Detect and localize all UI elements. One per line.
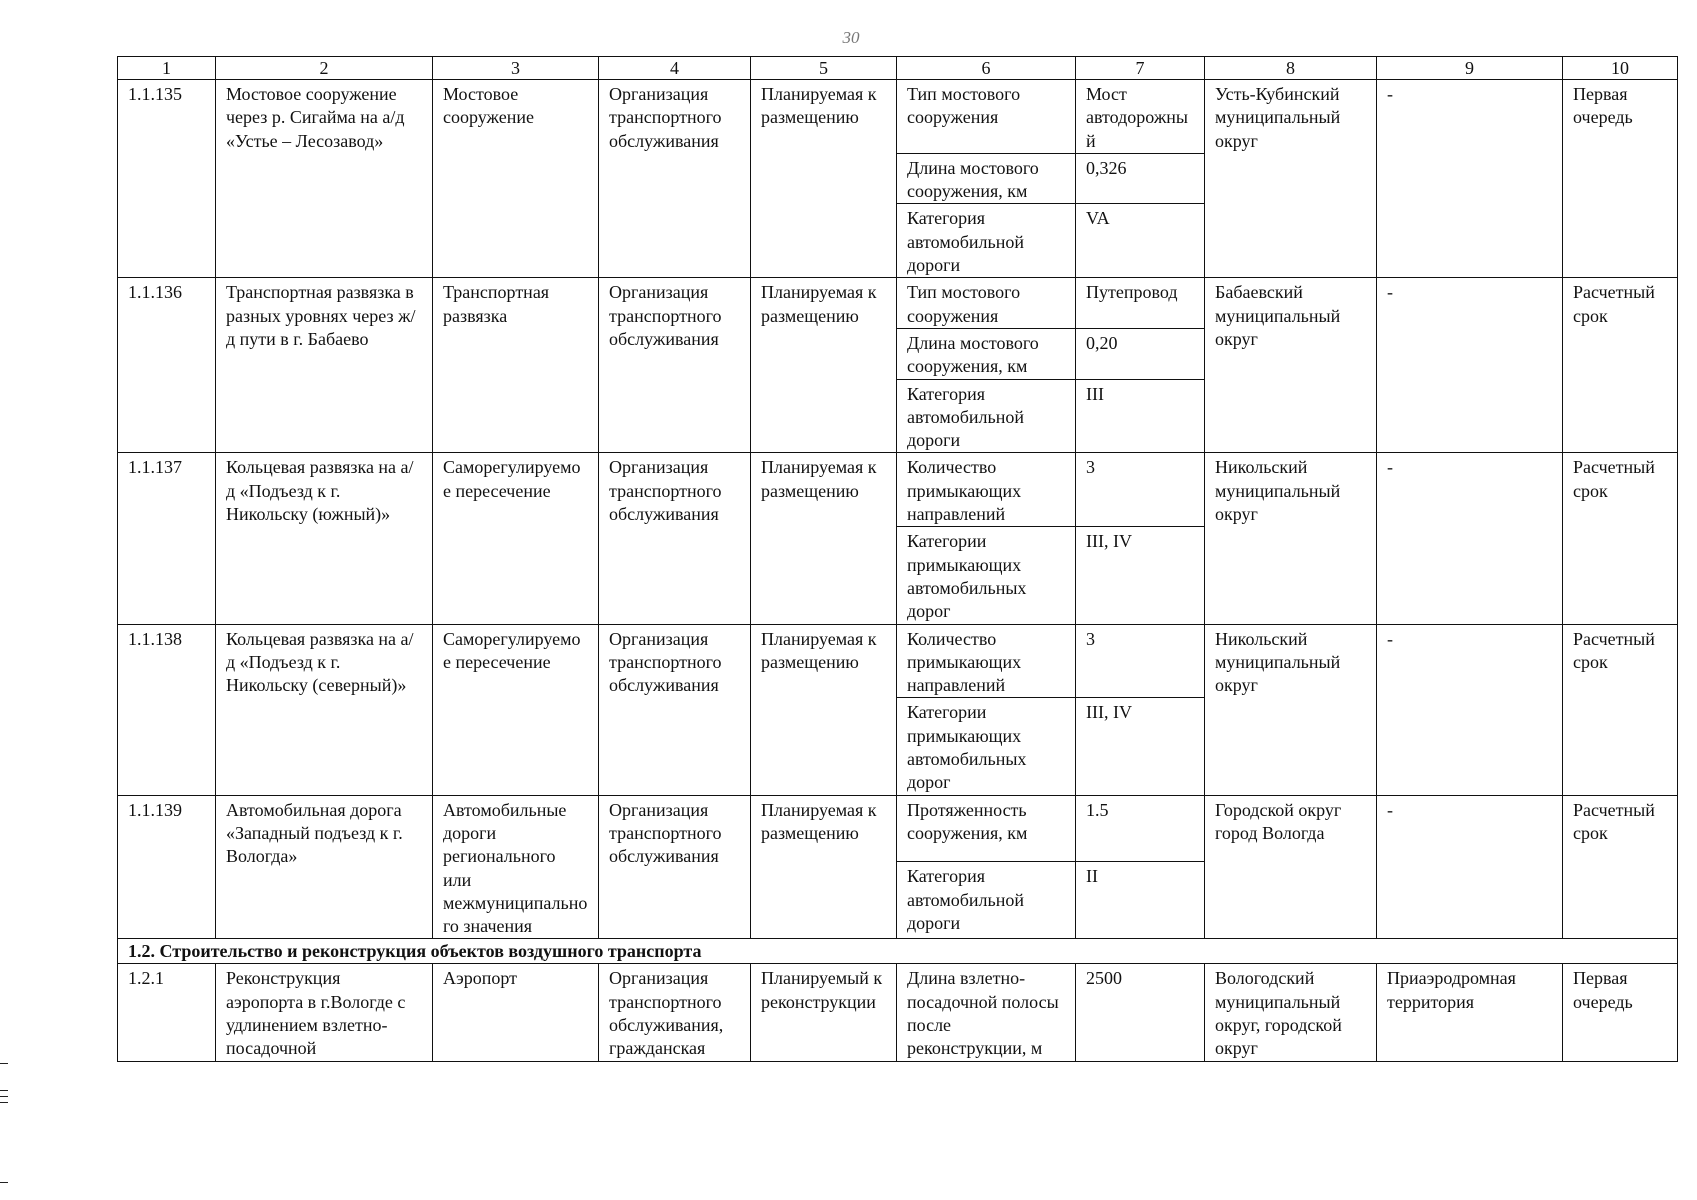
characteristic-value: III, IV	[1076, 698, 1205, 795]
object-name: Реконструкция аэропорта в г.Вологде с удлинением взлетно-посадочной	[216, 964, 433, 1061]
section-title: 1.2. Строительство и реконструкция объектов воздушного транспорта	[118, 939, 1678, 964]
object-purpose: Организация транспортного обслуживания, гражданская	[599, 964, 751, 1061]
object-location: Никольский муниципальный округ	[1205, 453, 1377, 624]
column-number: 6	[897, 57, 1076, 80]
implementation-term: Расчетный срок	[1563, 453, 1678, 624]
object-name: Мостовое сооружение через р. Сигайма на а/д «Устье – Лесозавод»	[216, 80, 433, 278]
zone: -	[1377, 453, 1563, 624]
zone: -	[1377, 795, 1563, 939]
page-number: 30	[842, 28, 860, 47]
margin-mark	[0, 1102, 8, 1103]
characteristic-value: 0,20	[1076, 328, 1205, 379]
column-number: 2	[216, 57, 433, 80]
table-row	[118, 624, 1678, 698]
characteristic-name: Количество примыкающих направлений	[897, 453, 1076, 527]
object-status: Планируемый к реконструкции	[751, 964, 897, 1061]
object-location: Усть-Кубинский муниципальный округ	[1205, 80, 1377, 278]
margin-mark	[0, 1090, 8, 1091]
object-status: Планируемая к размещению	[751, 453, 897, 624]
characteristic-value: 1.5	[1076, 795, 1205, 862]
column-number-row	[118, 57, 1678, 80]
implementation-term: Расчетный срок	[1563, 624, 1678, 795]
section-row	[118, 939, 1678, 964]
margin-mark	[0, 1182, 8, 1183]
column-number: 9	[1377, 57, 1563, 80]
row-number: 1.2.1	[118, 964, 216, 1061]
implementation-term: Расчетный срок	[1563, 278, 1678, 453]
planning-table	[117, 56, 1678, 1062]
characteristic-name: Категория автомобильной дороги	[897, 862, 1076, 939]
characteristic-name: Длина взлетно-посадочной полосы после реконструкции, м	[897, 964, 1076, 1061]
column-number: 3	[433, 57, 599, 80]
object-location: Вологодский муниципальный округ, городской округ	[1205, 964, 1377, 1061]
column-number: 1	[118, 57, 216, 80]
characteristic-name: Длина мостового сооружения, км	[897, 153, 1076, 204]
object-type: Аэропорт	[433, 964, 599, 1061]
characteristic-name: Тип мостового сооружения	[897, 278, 1076, 329]
object-purpose: Организация транспортного обслуживания	[599, 453, 751, 624]
object-name: Кольцевая развязка на а/д «Подъезд к г. Никольску (южный)»	[216, 453, 433, 624]
column-number: 8	[1205, 57, 1377, 80]
object-location: Городской округ город Вологда	[1205, 795, 1377, 939]
row-number: 1.1.136	[118, 278, 216, 453]
characteristic-name: Категории примыкающих автомобильных дорог	[897, 698, 1076, 795]
column-number: 7	[1076, 57, 1205, 80]
object-type: Мостовое сооружение	[433, 80, 599, 278]
object-name: Транспортная развязка в разных уровнях через ж/д пути в г. Бабаево	[216, 278, 433, 453]
object-purpose: Организация транспортного обслуживания	[599, 80, 751, 278]
zone: Приаэродромная территория	[1377, 964, 1563, 1061]
table-row	[118, 278, 1678, 329]
characteristic-value: VA	[1076, 204, 1205, 278]
row-number: 1.1.139	[118, 795, 216, 939]
characteristic-name: Длина мостового сооружения, км	[897, 328, 1076, 379]
object-type: Саморегулируемое пересечение	[433, 453, 599, 624]
characteristic-value: Мост автодорожный	[1076, 80, 1205, 154]
object-purpose: Организация транспортного обслуживания	[599, 624, 751, 795]
table-row	[118, 80, 1678, 154]
zone: -	[1377, 278, 1563, 453]
characteristic-name: Тип мостового сооружения	[897, 80, 1076, 154]
column-number: 10	[1563, 57, 1678, 80]
characteristic-name: Категории примыкающих автомобильных дорог	[897, 527, 1076, 624]
zone: -	[1377, 624, 1563, 795]
margin-mark	[0, 1096, 8, 1097]
object-type: Транспортная развязка	[433, 278, 599, 453]
object-status: Планируемая к размещению	[751, 80, 897, 278]
characteristic-value: II	[1076, 862, 1205, 939]
column-number: 4	[599, 57, 751, 80]
table-row	[118, 453, 1678, 527]
object-status: Планируемая к размещению	[751, 795, 897, 939]
characteristic-value: 3	[1076, 453, 1205, 527]
object-name: Автомобильная дорога «Западный подъезд к г. Вологда»	[216, 795, 433, 939]
table-row	[118, 795, 1678, 862]
object-status: Планируемая к размещению	[751, 278, 897, 453]
characteristic-value: III	[1076, 379, 1205, 453]
row-number: 1.1.137	[118, 453, 216, 624]
characteristic-value: III, IV	[1076, 527, 1205, 624]
row-number: 1.1.135	[118, 80, 216, 278]
row-number: 1.1.138	[118, 624, 216, 795]
object-status: Планируемая к размещению	[751, 624, 897, 795]
characteristic-value: Путепровод	[1076, 278, 1205, 329]
characteristic-name: Категория автомобильной дороги	[897, 204, 1076, 278]
implementation-term: Первая очередь	[1563, 80, 1678, 278]
object-location: Бабаевский муниципальный округ	[1205, 278, 1377, 453]
implementation-term: Первая очередь	[1563, 964, 1678, 1061]
characteristic-name: Количество примыкающих направлений	[897, 624, 1076, 698]
object-purpose: Организация транспортного обслуживания	[599, 278, 751, 453]
column-number: 5	[751, 57, 897, 80]
margin-mark	[0, 1063, 8, 1064]
table-row	[118, 964, 1678, 1061]
object-type: Автомобильные дороги регионального или межмуниципального значения	[433, 795, 599, 939]
object-purpose: Организация транспортного обслуживания	[599, 795, 751, 939]
characteristic-value: 3	[1076, 624, 1205, 698]
characteristic-value: 2500	[1076, 964, 1205, 1061]
object-name: Кольцевая развязка на а/д «Подъезд к г. Никольску (северный)»	[216, 624, 433, 795]
zone: -	[1377, 80, 1563, 278]
implementation-term: Расчетный срок	[1563, 795, 1678, 939]
characteristic-value: 0,326	[1076, 153, 1205, 204]
characteristic-name: Протяженность сооружения, км	[897, 795, 1076, 862]
object-location: Никольский муниципальный округ	[1205, 624, 1377, 795]
object-type: Саморегулируемое пересечение	[433, 624, 599, 795]
characteristic-name: Категория автомобильной дороги	[897, 379, 1076, 453]
